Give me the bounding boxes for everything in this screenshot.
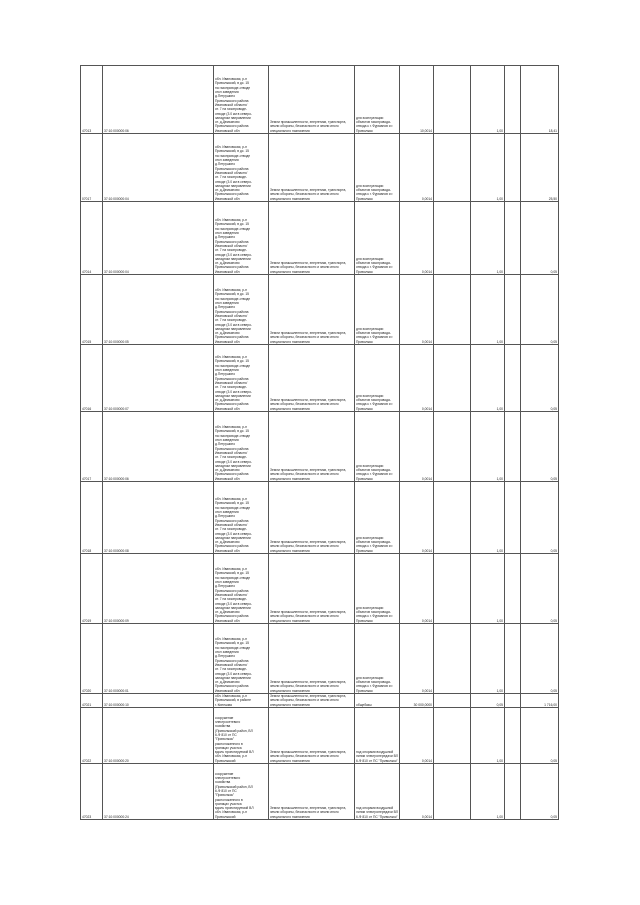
empty-cell — [505, 412, 521, 482]
empty-cell — [505, 66, 521, 134]
address-text: обл. Ивановская, р-н Приволжский, в дс. 15 на газопроводе-отводе откл заведения д.Петрушино Приволжского района Ивановской области/ от. 7 на газопроводе- отводе (3.0 км в северо- западном направлении от. д.Демьяново Приволжского района Ивановской обл — [215, 637, 253, 693]
land-category: Земли промышленности, энергетики, транспорта, земли обороны, безопасности и земли иного специального назначения — [269, 275, 355, 345]
location-address — [214, 764, 269, 820]
row-number: 47023 — [81, 764, 103, 820]
address-text: обл. Ивановская, р-н Приволжский, в дс. 15 на газопроводе-отводе откл заведения д.Петрушино Приволжского района Ивановской области/ от. 7 на газопроводе- отводе (3.0 км в северо- западном направлении от. д.Демьяново Приволжского района Ивановской обл — [215, 567, 253, 623]
sum-value: 0,05 — [521, 708, 559, 764]
permitted-use: для эксплуатации объектов газопровода-отвода к г. Фурманов и г. Приволжск — [355, 345, 400, 412]
location-address — [214, 275, 269, 345]
rate-value: 1,00 — [471, 412, 505, 482]
sum-value: 0,05 — [521, 202, 559, 275]
rate-value: 1,00 — [471, 134, 505, 202]
sum-value: 18,41 — [521, 66, 559, 134]
address-text: обл. Ивановская, р-н Приволжский, в районе г. Кинешма — [215, 694, 251, 707]
rate-value: 1,00 — [471, 554, 505, 624]
permitted-use: под опорами воздушной линии электропередачи ВЛ 6-Ф 810 от ПС "Приволжск" — [355, 708, 400, 764]
cadastral-number: 37:10:000000:06 — [103, 66, 214, 134]
table-row — [81, 482, 559, 554]
area-value: 30 000,0000 — [400, 694, 434, 708]
cadastral-number: 37:10:000000:01 — [103, 624, 214, 694]
rate-value: 1,00 — [471, 482, 505, 554]
permitted-use: для эксплуатации объектов газопровода-отвода к г. Фурманов и г. Приволжск — [355, 412, 400, 482]
area-value: 0,0014 — [400, 134, 434, 202]
address-text: сооружение электросетевого хозяйства (Приволжский район, ВЛ 6-Ф 810 от ПС "Приволжск" расположенного в границах участка вдоль проектируемой ВЛ обл. Ивановская, р-н Приволжский — [215, 771, 254, 819]
land-category: Земли промышленности, энергетики, транспорта, земли обороны, безопасности и земли иного специального назначения — [269, 412, 355, 482]
row-number: 47021 — [81, 694, 103, 708]
area-value: 0,0014 — [400, 482, 434, 554]
area-value: 0,0014 — [400, 202, 434, 275]
cadastral-number: 37:10:000000:05 — [103, 275, 214, 345]
empty-cell — [505, 134, 521, 202]
empty-cell — [505, 202, 521, 275]
cadastral-number: 37:10:000000:09 — [103, 554, 214, 624]
location-address — [214, 554, 269, 624]
cadastral-number: 37:10:000000:10 — [103, 694, 214, 708]
sum-value: 0,05 — [521, 345, 559, 412]
address-text: обл. Ивановская, р-н Приволжский, в дс. 15 на газопроводе-отводе откл заведения д.Петрушино Приволжского района Ивановской области/ от. 7 на газопроводе- отводе (3.0 км в северо- западном направлении от. д.Демьяново Приволжского района Ивановской обл — [215, 288, 253, 344]
sum-value: 0,05 — [521, 275, 559, 345]
location-address — [214, 66, 269, 134]
sum-value: 0,05 — [521, 554, 559, 624]
permitted-use: для эксплуатации объектов газопровода-отвода к г. Фурманов и г. Приволжск — [355, 482, 400, 554]
empty-cell — [434, 202, 471, 275]
land-register-table — [80, 65, 559, 820]
permitted-use: для эксплуатации объектов газопровода-отвода к г. Фурманов и г. Приволжск — [355, 624, 400, 694]
empty-cell — [505, 708, 521, 764]
rate-value: 1,00 — [471, 624, 505, 694]
table-row — [81, 202, 559, 275]
permitted-use: для эксплуатации объектов газопровода-отвода к г. Фурманов и г. Приволжск — [355, 275, 400, 345]
rate-value: 0,05 — [471, 694, 505, 708]
permitted-use: для эксплуатации объектов газопровода-отвода к г. Фурманов и г. Приволжск — [355, 134, 400, 202]
location-address — [214, 202, 269, 275]
row-number: 47017 — [81, 412, 103, 482]
land-category: Земли промышленности, энергетики, транспорта, земли обороны, безопасности и земли иного специального назначения — [269, 554, 355, 624]
empty-cell — [505, 275, 521, 345]
address-text: обл. Ивановская, р-н Приволжский, в дс. 15 на газопроводе-отводе откл заведения д.Петрушино Приволжского района Ивановской области/ от. 7 на газопроводе- отводе (3.0 км в северо- западном направлении от. д.Демьяново Приволжского района Ивановской обл — [215, 425, 253, 481]
land-category: Земли промышленности, энергетики, транспорта, земли обороны, безопасности и земли иного специального назначения — [269, 694, 355, 708]
row-number: 47020 — [81, 624, 103, 694]
rate-value: 1,00 — [471, 345, 505, 412]
address-text: сооружение электросетевого хозяйства (Приволжский район, ВЛ 6-Ф 810 от ПС "Приволжск" расположенного в границах участка вдоль проектируемой ВЛ обл. Ивановская, р-н Приволжский — [215, 715, 254, 763]
table-row — [81, 764, 559, 820]
location-address — [214, 624, 269, 694]
empty-cell — [434, 624, 471, 694]
rate-value: 1,00 — [471, 708, 505, 764]
location-address — [214, 708, 269, 764]
rate-value: 1,00 — [471, 66, 505, 134]
location-address — [214, 482, 269, 554]
address-text: обл. Ивановская, р-н Приволжский, в дс. 15 на газопроводе-отводе откл заведения д.Петрушино Приволжского района Ивановской области/ от. 7 на газопроводе- отводе (3.0 км в северо- западном направлении от. д.Демьяново Приволжского района Ивановской обл — [215, 145, 253, 201]
empty-cell — [505, 345, 521, 412]
location-address — [214, 345, 269, 412]
area-value: 0,0014 — [400, 412, 434, 482]
rate-value: 1,00 — [471, 764, 505, 820]
permitted-use: под опорами воздушной линии электропередачи ВЛ 6-Ф 810 от ПС "Приволжск" — [355, 764, 400, 820]
permitted-use: для эксплуатации объектов газопровода-отвода к г. Фурманов и г. Приволжск — [355, 554, 400, 624]
empty-cell — [505, 694, 521, 708]
location-address — [214, 412, 269, 482]
sum-value: 0,05 — [521, 624, 559, 694]
area-value: 10,0014 — [400, 66, 434, 134]
empty-cell — [434, 482, 471, 554]
empty-cell — [434, 694, 471, 708]
address-text: обл. Ивановская, р-н Приволжский, в дс. 15 на газопроводе-отводе откл заведения д.Петрушино Приволжского района Ивановской области/ от. 7 на газопроводе- отводе (3.0 км в северо- западном направлении от. д.Демьяново Приволжского района Ивановской обл — [215, 218, 253, 274]
table-row — [81, 412, 559, 482]
table-row — [81, 708, 559, 764]
permitted-use: общебазы — [355, 694, 400, 708]
area-value: 0,0014 — [400, 708, 434, 764]
empty-cell — [505, 764, 521, 820]
table-row — [81, 554, 559, 624]
table-row — [81, 624, 559, 694]
location-address — [214, 134, 269, 202]
permitted-use: для эксплуатации объектов газопровода-отвода к г. Фурманов и г. Приволжск — [355, 66, 400, 134]
sum-value: 0,05 — [521, 412, 559, 482]
area-value: 0,0014 — [400, 764, 434, 820]
empty-cell — [505, 554, 521, 624]
land-category: Земли промышленности, энергетики, транспорта, земли обороны, безопасности и земли иного специального назначения — [269, 345, 355, 412]
empty-cell — [505, 482, 521, 554]
area-value: 0,0014 — [400, 554, 434, 624]
rate-value: 1,00 — [471, 275, 505, 345]
land-category: Земли промышленности, энергетики, транспорта, земли обороны, безопасности и земли иного специального назначения — [269, 708, 355, 764]
row-number: 47013 — [81, 66, 103, 134]
cadastral-number: 37:10:000000:04 — [103, 202, 214, 275]
land-category: Земли промышленности, энергетики, транспорта, земли обороны, безопасности и земли иного специального назначения — [269, 134, 355, 202]
land-category: Земли промышленности, энергетики, транспорта, земли обороны, безопасности и земли иного специального назначения — [269, 482, 355, 554]
area-value: 0,0014 — [400, 624, 434, 694]
empty-cell — [434, 764, 471, 820]
row-number: 47019 — [81, 554, 103, 624]
table-row — [81, 694, 559, 708]
empty-cell — [434, 554, 471, 624]
address-text: обл. Ивановская, р-н Приволжский, в дс. 15 на газопроводе-отводе откл заведения д.Петрушино Приволжского района Ивановской области/ от. 7 на газопроводе- отводе (3.0 км в северо- западном направлении от. д.Демьяново Приволжского района Ивановской обл — [215, 497, 253, 553]
empty-cell — [434, 412, 471, 482]
cadastral-number: 37:10:000000:04 — [103, 134, 214, 202]
row-number: 47014 — [81, 202, 103, 275]
empty-cell — [434, 345, 471, 412]
land-category: Земли промышленности, энергетики, транспорта, земли обороны, безопасности и земли иного специального назначения — [269, 66, 355, 134]
table-row — [81, 275, 559, 345]
land-category: Земли промышленности, энергетики, транспорта, земли обороны, безопасности и земли иного специального назначения — [269, 764, 355, 820]
sum-value: 0,05 — [521, 482, 559, 554]
area-value: 0,0014 — [400, 345, 434, 412]
land-category: Земли промышленности, энергетики, транспорта, земли обороны, безопасности и земли иного специального назначения — [269, 202, 355, 275]
sum-value: 1 716,00 — [521, 694, 559, 708]
cadastral-number: 37:10:000000:06 — [103, 412, 214, 482]
land-category: Земли промышленности, энергетики, транспорта, земли обороны, безопасности и земли иного специального назначения — [269, 624, 355, 694]
rate-value: 1,00 — [471, 202, 505, 275]
address-text: обл. Ивановская, р-н Приволжский, в дс. 15 на газопроводе-отводе откл заведения д.Петрушино Приволжского района Ивановской области/ от. 7 на газопроводе- отводе (3.0 км в северо- западном направлении от. д.Демьяново Приволжского района Ивановской обл — [215, 355, 253, 411]
row-number: 47022 — [81, 708, 103, 764]
sum-value: 25,50 — [521, 134, 559, 202]
permitted-use: для эксплуатации объектов газопровода-отвода к г. Фурманов и г. Приволжск — [355, 202, 400, 275]
location-address — [214, 694, 269, 708]
cadastral-number: 37:10:000000:08 — [103, 482, 214, 554]
address-text: обл. Ивановская, р-н Приволжский, в дс. 15 на газопроводе-отводе откл заведения д.Петрушино Приволжского района Ивановской области/ от. 7 на газопроводе- отводе (3.0 км в северо- западном направлении от. д.Демьяново Приволжского района Ивановской обл — [215, 77, 253, 133]
row-number: 07017 — [81, 134, 103, 202]
cadastral-number: 37:10:000000:24 — [103, 764, 214, 820]
cadastral-number: 37:10:000000:20 — [103, 708, 214, 764]
empty-cell — [434, 134, 471, 202]
empty-cell — [434, 708, 471, 764]
table-row — [81, 134, 559, 202]
empty-cell — [434, 66, 471, 134]
sum-value: 0,05 — [521, 764, 559, 820]
empty-cell — [505, 624, 521, 694]
cadastral-number: 37:10:000000:07 — [103, 345, 214, 412]
row-number: 47018 — [81, 482, 103, 554]
area-value: 0,0014 — [400, 275, 434, 345]
table-row — [81, 345, 559, 412]
row-number: 47016 — [81, 345, 103, 412]
empty-cell — [434, 275, 471, 345]
table-row — [81, 66, 559, 134]
row-number: 47015 — [81, 275, 103, 345]
